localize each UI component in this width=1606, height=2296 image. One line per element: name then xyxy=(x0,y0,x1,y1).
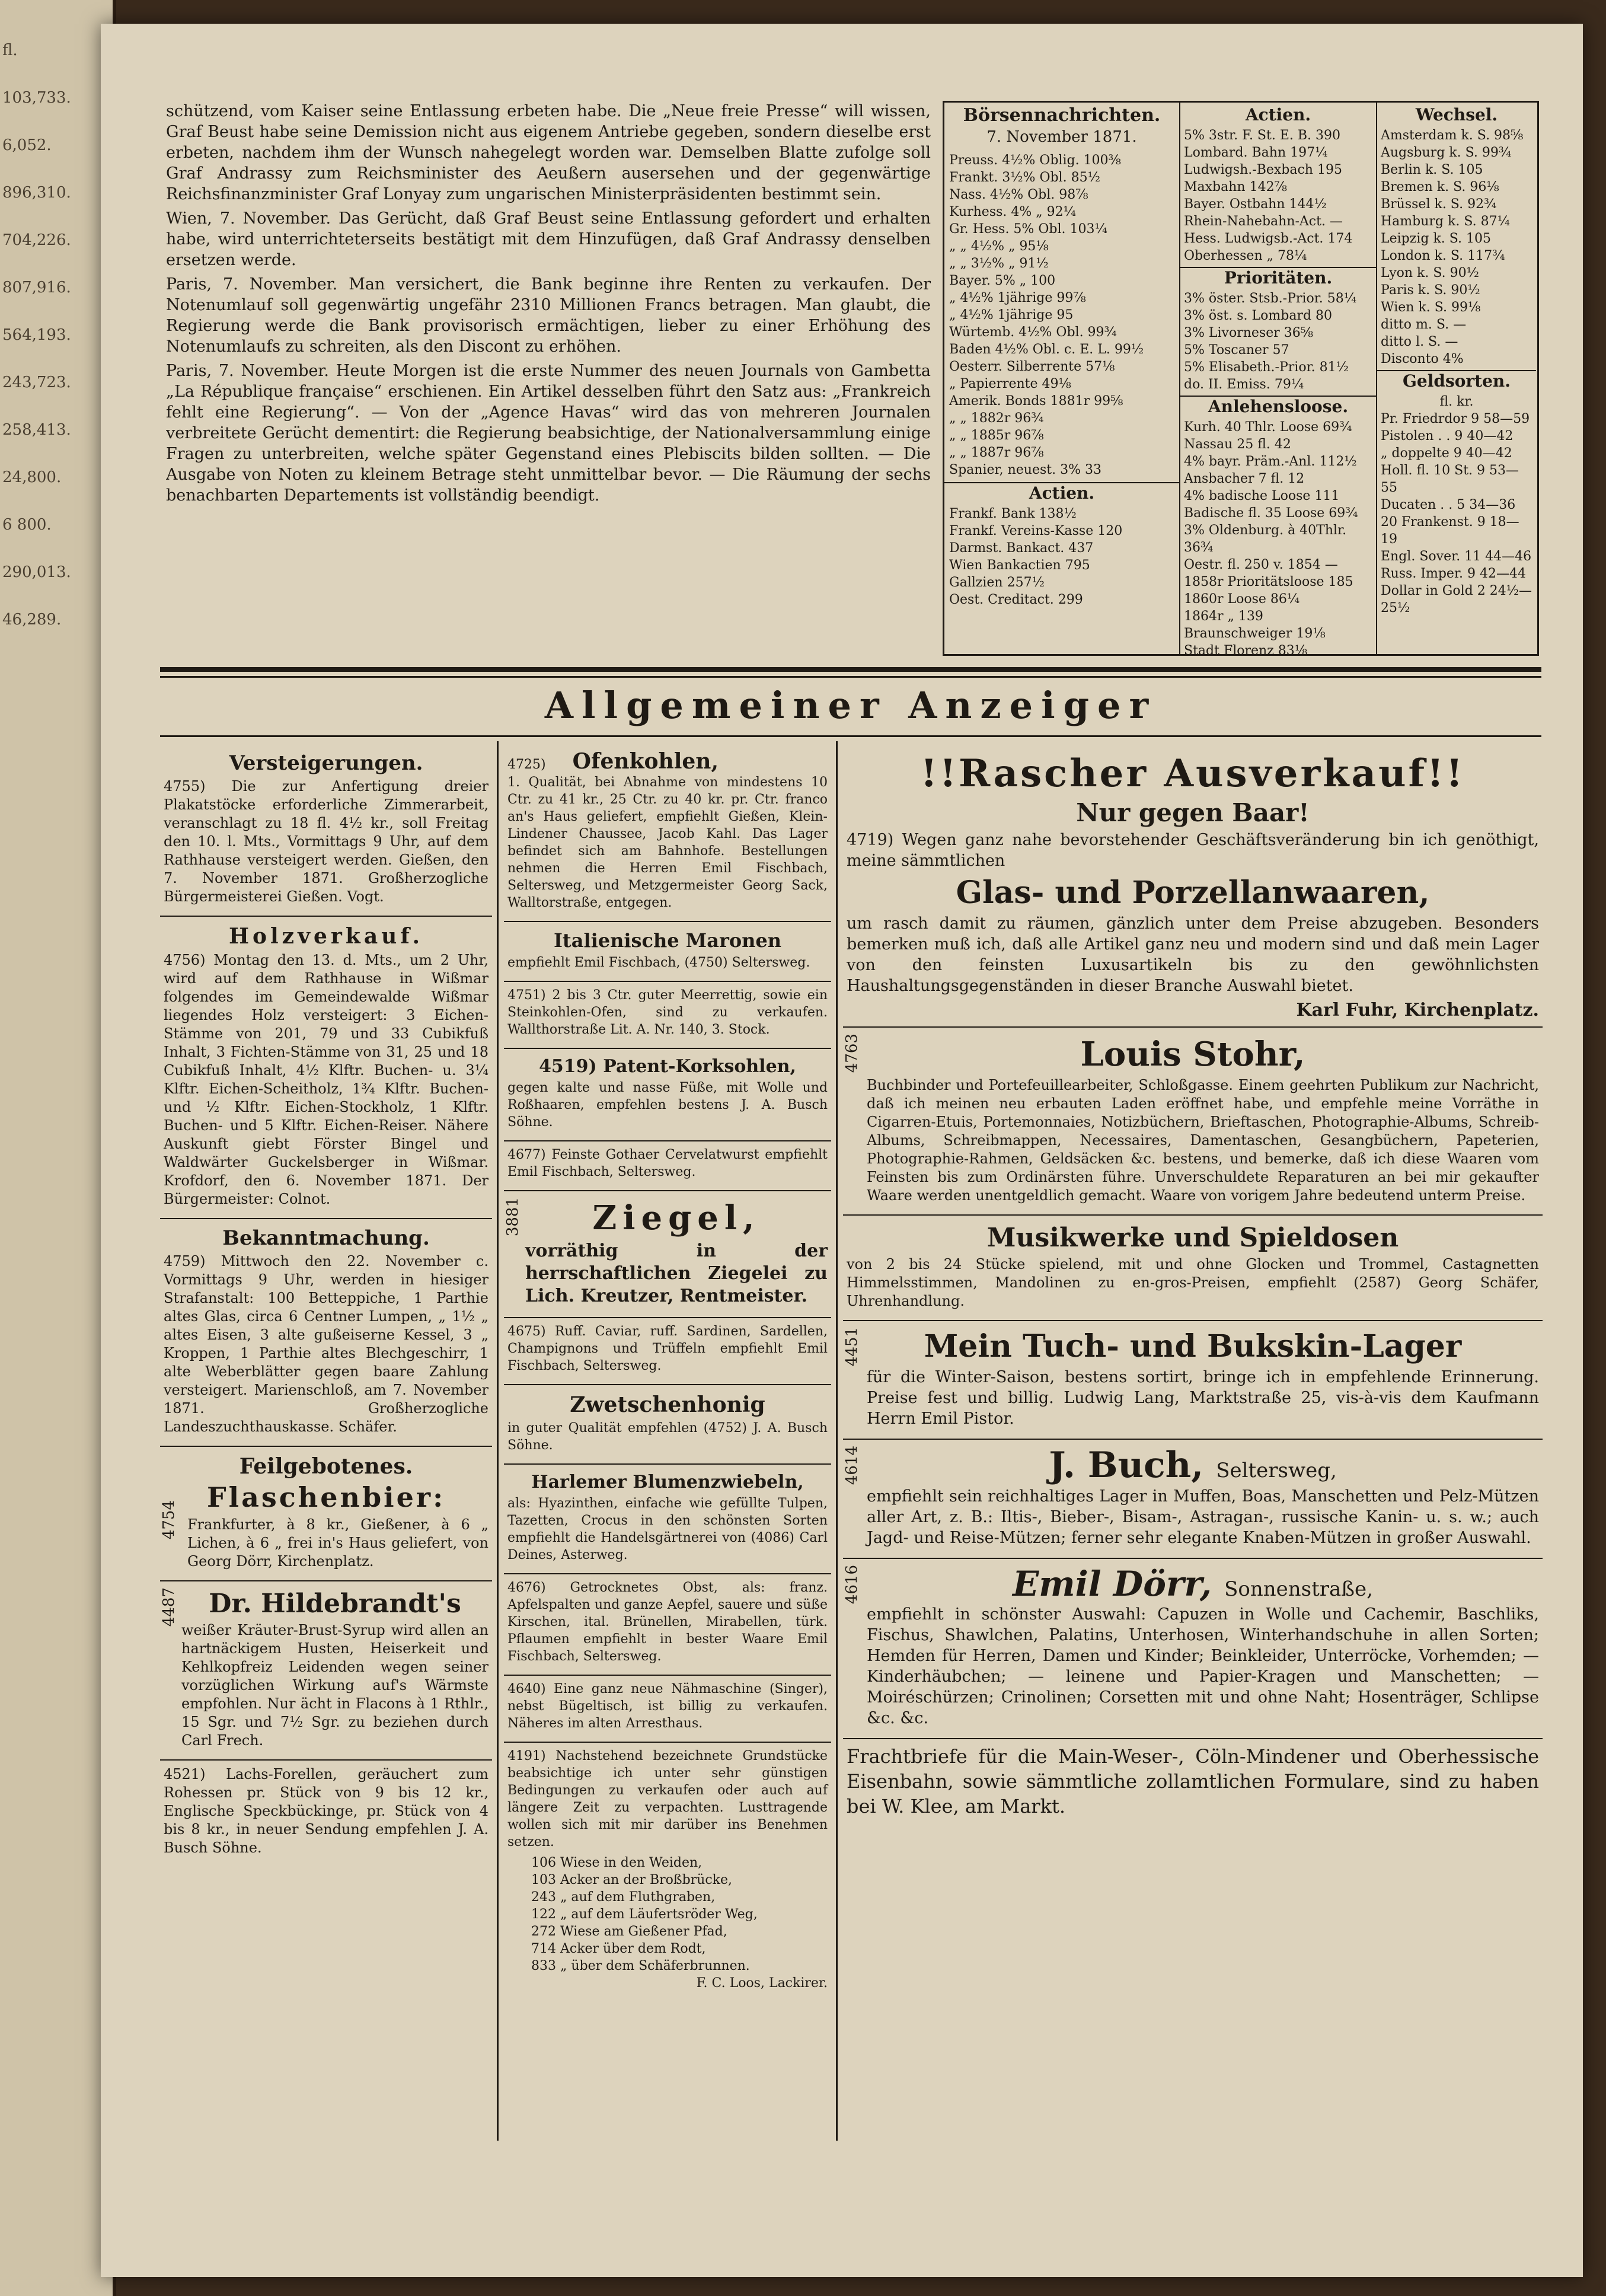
geld-row: Russ. Imper. 9 42—44 xyxy=(1381,566,1527,581)
actien-row: Rhein-Nahebahn-Act. — xyxy=(1184,214,1343,229)
prev-page-fragment: 243,723. xyxy=(2,374,71,391)
bond-row: Spanier, neuest. 3% 33 xyxy=(949,463,1101,477)
ad-stohr xyxy=(843,1028,1543,1216)
actien-row: Wien Bankactien 795 xyxy=(949,558,1090,573)
ad-buch xyxy=(843,1440,1543,1559)
prev-page-fragment: 704,226. xyxy=(2,231,71,249)
ad-heading: Bekanntmachung. xyxy=(222,1226,430,1250)
geld-row: Holl. fl. 10 St. 9 53—55 xyxy=(1381,463,1519,495)
ad-versteigerungen xyxy=(160,744,492,917)
geld-row: Ducaten . . 5 34—36 xyxy=(1381,498,1516,512)
plot-row: 106 Wiese in den Weiden, xyxy=(531,1855,703,1870)
geld-row: Dollar in Gold 2 24½—25½ xyxy=(1381,583,1532,616)
ad-text: als: Hyazinthen, einfache wie gefüllte Tulpen, Tazetten, Crocus in den schönsten Sorten empfiehlt die Handelsgärtnerei von (4086) Carl Deines, Asterweg. xyxy=(507,1496,828,1562)
ad-tuchlager xyxy=(843,1321,1543,1440)
ad-text: 4759) Mittwoch den 22. November c. Vormittags 9 Uhr, werden in hiesiger Strafanstalt: 100 Betteppiche, 1 Parthie altes Glas, circa 6 Centner Lumpen, „ 1½ „ altes Eisen, 3 alte gußeiserne Kessel, 3 „ Kroppen, 1 Parthie altes Blechgeschirr, 1 alte Weberblätter gegen baare Zahlung versteigert. Marienschloß, am 7. November 1871. Großherzogliche Landeszuchthauskasse. Schäfer. xyxy=(164,1253,488,1435)
ad-number: 4487 xyxy=(160,1587,178,1627)
bond-row: Baden 4½% Obl. c. E. L. 99½ xyxy=(949,342,1144,357)
ad-korksohlen xyxy=(504,1049,831,1141)
geld-row: 20 Frankenst. 9 18—19 xyxy=(1381,515,1519,547)
ad-doerr xyxy=(843,1559,1543,1739)
actien-row: Oberhessen „ 78¼ xyxy=(1184,248,1307,263)
actien-list xyxy=(944,505,1179,608)
anl-title: Anlehensloose. xyxy=(1180,396,1376,416)
anl-row: Stadt Florenz 83⅛ xyxy=(1184,643,1308,656)
wechsel-title: Wechsel. xyxy=(1415,105,1498,125)
actien-row: 5% 3str. F. St. E. B. 390 xyxy=(1184,128,1341,143)
ad-heading: 4519) Patent-Korksohlen, xyxy=(539,1056,796,1077)
middle-ad-column xyxy=(504,744,831,2144)
ad-text: 4677) Feinste Gothaer Cervelatwurst empfiehlt Emil Fischbach, Seltersweg. xyxy=(507,1147,828,1179)
ad-text: Frankfurter, à 8 kr., Gießener, à 6 „ Lichen, à 6 „ frei in's Haus geliefert, von Georg Dörr, Kirchenplatz. xyxy=(187,1516,488,1570)
prev-page-fragment: 6,052. xyxy=(2,136,52,154)
col-divider xyxy=(497,741,499,2141)
news-paragraph: schützend, vom Kaiser seine Entlassung erbeten habe. Die „Neue freie Presse“ will wissen, Graf Beust habe seine Demission nicht aus eigenem Antriebe gegeben, sondern dieselbe erst erbeten, nachdem ihm der Wunsch nahegelegt worden war. Demselben Blatte zufolge soll Graf Andrassy zum Reichsminister des Aeußern ausersehen und der gegenwärtige Reichsfinanzminister Graf Lonyay zum ungarischen Ministerpräsidenten bestimmt sein. xyxy=(166,102,931,203)
ad-text: 4521) Lachs-Forellen, geräuchert zum Rohessen pr. Stück von 9 bis 12 kr., Englische Speckbückinge, pr. Stück von 4 bis 8 kr., in neuer Sendung empfehlen J. A. Busch Söhne. xyxy=(164,1766,488,1856)
geld-row: Engl. Sover. 11 44—46 xyxy=(1381,549,1532,564)
ad-grundstuecke xyxy=(504,1743,831,1998)
ad-text: 4751) 2 bis 3 Ctr. guter Meerrettig, sowie ein Steinkohlen-Ofen, sind zu verkaufen. Wallthorstraße Lit. A. Nr. 140, 3. Stock. xyxy=(507,988,828,1037)
ad-holzverkauf xyxy=(160,917,492,1219)
plot-row: 272 Wiese am Gießener Pfad, xyxy=(531,1924,727,1939)
bond-row: Kurhess. 4% „ 92¼ xyxy=(949,205,1076,219)
anl-row: Braunschweiger 19⅛ xyxy=(1184,626,1326,641)
bond-row: Bayer. 5% „ 100 xyxy=(949,273,1056,288)
prio-row: 3% öst. s. Lombard 80 xyxy=(1184,308,1333,323)
ad-heading: Ziegel, xyxy=(592,1198,761,1238)
ad-zwetschenhonig xyxy=(504,1385,831,1465)
ad-text: von 2 bis 24 Stücke spielend, mit und ohne Glocken und Trommel, Castagnetten Himmelsstimmen, Mandolinen zu en-gros-Preisen, empfiehlt (2587) Georg Schäfer, Uhrenhandlung. xyxy=(847,1256,1539,1309)
ad-heading: Harlemer Blumenzwiebeln, xyxy=(531,1472,804,1493)
actien2-list xyxy=(1180,127,1376,264)
ad-signature: F. C. Loos, Lackirer. xyxy=(696,1976,828,1991)
ad-heading: Mein Tuch- und Bukskin-Lager xyxy=(924,1328,1462,1364)
bond-row: Oesterr. Silberrente 57⅛ xyxy=(949,359,1115,374)
wechsel-row: Paris k. S. 90½ xyxy=(1381,283,1480,298)
ad-ziegel xyxy=(504,1191,831,1318)
bond-row: „ „ 1882r 96¾ xyxy=(949,411,1044,426)
actien-title: Actien. xyxy=(944,482,1179,503)
ad-text: empfiehlt Emil Fischbach, (4750) Seltersweg. xyxy=(507,955,810,970)
wechsel-row: Augsburg k. S. 99¾ xyxy=(1381,145,1512,160)
ad-text: in guter Qualität empfehlen (4752) J. A. Busch Söhne. xyxy=(507,1421,828,1453)
ad-text: für die Winter-Saison, bestens sortirt, bringe ich in empfehlende Erinnerung. Preise fest und billig. Ludwig Lang, Marktstraße 25, vis-à-vis dem Kaufmann Herrn Emil Pistor. xyxy=(867,1368,1539,1428)
geld-row: Pr. Friedrdor 9 58—59 xyxy=(1381,412,1530,426)
ad-heading: Feilgebotenes. xyxy=(239,1454,413,1479)
news-column xyxy=(166,101,931,605)
ad-text: Frachtbriefe für die Main-Weser-, Cöln-Mindener und Oberhessische Eisenbahn, sowie sämmtliche zollamtlichen Formulare, sind zu haben bei W. Klee, am Markt. xyxy=(847,1745,1539,1817)
ad-musikwerke xyxy=(843,1216,1543,1321)
ad-heading: Zwetschenhonig xyxy=(570,1392,765,1417)
ad-heading: Flaschenbier: xyxy=(206,1481,446,1513)
actien-row: Lombard. Bahn 197¼ xyxy=(1184,145,1328,160)
ad-heading: Louis Stohr, xyxy=(1080,1035,1305,1074)
wechsel-row: Wien k. S. 99⅛ xyxy=(1381,300,1481,315)
ad-naehmaschine xyxy=(504,1676,831,1743)
geld-row: „ doppelte 9 40—42 xyxy=(1381,446,1512,461)
banner-rule xyxy=(160,735,1541,737)
prev-page-fragment: 103,733. xyxy=(2,89,71,107)
plot-row: 833 „ über dem Schäferbrunnen. xyxy=(531,1959,750,1973)
news-paragraph: Paris, 7. November. Man versichert, die Bank beginne ihre Renten zu verkaufen. Der Notenumlauf soll gegenwärtig ungefähr 2310 Millionen Francs betragen. Man glaubt, die Regierung werde die Bank provisorisch ermächtigen, lieber zu einer Erhöhung des Notenumlaufs zu schreiten, als den Discont zu erhöhen. xyxy=(166,275,931,356)
anl-list xyxy=(1180,419,1376,656)
bond-row: „ 4½% 1jährige 95 xyxy=(949,308,1074,323)
prev-page-fragment: 46,289. xyxy=(2,611,62,629)
geld-title: Geldsorten. xyxy=(1377,370,1536,391)
actien2-title: Actien. xyxy=(1245,105,1311,125)
ad-text: um rasch damit zu räumen, gänzlich unter dem Preise abzugeben. Besonders bemerken muß ich, daß alle Artikel ganz neu und modern sind und daß mein Lager von den feinsten Luxusartikeln bis zu den gewöhnlichsten Haushaltungsgegenständen in dieser Branche Auswahl bietet. xyxy=(847,914,1539,995)
geld-sub: fl. kr. xyxy=(1439,394,1474,409)
ad-ausverkauf xyxy=(843,744,1543,1028)
prio-row: 5% Toscaner 57 xyxy=(1184,343,1289,358)
wechsel-row: Amsterdam k. S. 98⅝ xyxy=(1381,128,1524,143)
ad-text: 4640) Eine ganz neue Nähmaschine (Singer), nebst Bügeltisch, ist billig zu verkaufen. Näheres im alten Arresthaus. xyxy=(507,1682,828,1731)
ad-heading: Ofenkohlen, xyxy=(572,749,719,774)
news-paragraph: Paris, 7. November. Heute Morgen ist die erste Nummer des neuen Journals von Gambetta „La République française“ erschienen. Ein Artikel desselben führt den Satz aus: „Frankreich fehlt eine Regierung“. — Von der „Agence Havas“ wird das von mehreren Journalen verbreitete Gerücht dementirt: die Regierung beabsichtige, der Nationalversammlung einige Fragen zu unterbreiten, welche später Gegenstand eines Plebiscits bilden sollten. — Die Ausgabe von Noten zu kleinem Betrage steht unmittelbar bevor. — Die Räumung der sechs benachbarten Departements ist vollständig beendigt. xyxy=(166,362,931,505)
anl-row: 3% Oldenburg. à 40Thlr. 36¾ xyxy=(1184,523,1347,555)
bond-row: „ 4½% 1jährige 99⅞ xyxy=(949,291,1086,305)
ad-hildebrandt xyxy=(160,1581,492,1761)
ad-caviar xyxy=(504,1318,831,1385)
bond-row: Gr. Hess. 5% Obl. 103¼ xyxy=(949,222,1107,237)
wechsel-row: Bremen k. S. 96⅛ xyxy=(1381,180,1499,194)
bond-row: Würtemb. 4½% Obl. 99¾ xyxy=(949,325,1117,340)
anzeiger-title: Allgemeiner Anzeiger xyxy=(544,684,1157,727)
wechsel-row: Brüssel k. S. 92¾ xyxy=(1381,197,1497,212)
ad-heading: Emil Dörr, xyxy=(1013,1564,1212,1604)
plot-row: 122 „ auf dem Läufertsröder Weg, xyxy=(531,1907,758,1922)
ad-heading: Glas- und Porzellanwaaren, xyxy=(956,875,1430,911)
geld-list xyxy=(1377,410,1536,617)
wechsel-row: London k. S. 117¾ xyxy=(1381,248,1505,263)
prev-page-fragment: fl. xyxy=(2,42,18,59)
top-rule xyxy=(160,667,1541,672)
wechsel-row: Lyon k. S. 90½ xyxy=(1381,266,1479,280)
prev-page-fragment: 24,800. xyxy=(2,468,62,486)
wechsel-row: ditto l. S. — xyxy=(1381,334,1458,349)
prev-page-fragment: 896,310. xyxy=(2,184,71,202)
ad-number: 3881 xyxy=(504,1197,522,1237)
ad-heading: Holzverkauf. xyxy=(228,924,424,949)
ad-heading: Musikwerke und Spieldosen xyxy=(986,1223,1399,1253)
ad-cervelat xyxy=(504,1141,831,1191)
prio-row: 5% Elisabeth.-Prior. 81½ xyxy=(1184,360,1349,375)
plot-list xyxy=(507,1854,828,1975)
ad-ofenkohlen xyxy=(504,744,831,922)
ad-heading: Versteigerungen. xyxy=(229,751,423,775)
ad-text: 4675) Ruff. Caviar, ruff. Sardinen, Sardellen, Champignons und Trüffeln empfiehlt Emil Fischbach, Seltersweg. xyxy=(507,1324,828,1373)
ad-meerrettig xyxy=(504,982,831,1049)
prio-row: do. II. Emiss. 79¼ xyxy=(1184,377,1304,392)
actien-row: Ludwigsh.-Bexbach 195 xyxy=(1184,162,1342,177)
newspaper-page xyxy=(101,24,1583,2277)
ad-number: 4754 xyxy=(160,1500,178,1540)
actien-row: Maxbahn 142⅞ xyxy=(1184,180,1287,194)
ad-maronen xyxy=(504,922,831,982)
anl-row: 1858r Prioritätsloose 185 xyxy=(1184,575,1353,589)
prio-row: 3% öster. Stsb.-Prior. 58¼ xyxy=(1184,291,1357,306)
col-divider xyxy=(836,741,838,2141)
anl-row: 4% bayr. Präm.-Anl. 112½ xyxy=(1184,454,1357,469)
actien-row: Oest. Creditact. 299 xyxy=(949,592,1083,607)
prev-page-fragment: 564,193. xyxy=(2,326,71,344)
previous-page-edge xyxy=(0,0,116,2296)
actien-row: Gallzien 257½ xyxy=(949,575,1045,590)
ad-text: Buchbinder und Portefeuillearbeiter, Schloßgasse. Einem geehrten Publikum zur Nachricht, daß ich meinen neu erbauten Laden eröffnet habe, und empfehle meine Vorräthe in Cigarren-Etuis, Portemonnaies, Notizbüchern, Brieftaschen, Photographie-Albums, Schreib-Albums, Schreibmappen, Necessaires, Damentaschen, Gesangbüchern, Papeterien, Photographie-Rahmen, Geldsäcken &c. bestens, und bemerke, daß ich diese Waaren vom Feinsten bis zum Ordinärsten führe. Unverschuldete Reparaturen an bei mir gekaufter Waare werden unentgeldlich gemacht. Waare von vorigem Jahre bedeutend unterm Preise. xyxy=(867,1077,1539,1204)
prev-page-fragment: 258,413. xyxy=(2,421,71,439)
bond-list xyxy=(944,152,1179,479)
wechsel-row: Leipzig k. S. 105 xyxy=(1381,231,1492,246)
ad-flaschenbier xyxy=(160,1447,492,1581)
bond-row: „ „ 3½% „ 91½ xyxy=(949,256,1049,271)
ad-blumenzwiebeln xyxy=(504,1465,831,1574)
prev-page-fragment: 6 800. xyxy=(2,516,52,534)
boerse-title: Börsennachrichten. xyxy=(963,105,1161,126)
right-ad-column xyxy=(843,744,1543,2144)
prev-page-fragment: 290,013. xyxy=(2,563,71,581)
ad-text: gegen kalte und nasse Füße, mit Wolle und Roßhaaren, empfehlen bestens J. A. Busch Söhne. xyxy=(507,1080,828,1130)
ad-text: 4676) Getrocknetes Obst, als: franz. Apfelspalten und ganze Aepfel, sauere und süße Kirschen, ital. Brünellen, Mirabellen, türk. Pflaumen empfiehlt in bester Waare Emil Fischbach, Seltersweg. xyxy=(507,1580,828,1664)
anl-row: 1860r Loose 86¼ xyxy=(1184,592,1300,607)
left-ad-column xyxy=(160,744,492,2144)
wechsel-row: Hamburg k. S. 87¼ xyxy=(1381,214,1510,229)
ad-lachs xyxy=(160,1761,492,1867)
prev-page-fragment: 807,916. xyxy=(2,279,71,296)
ad-obst xyxy=(504,1574,831,1676)
bond-row: Frankt. 3½% Obl. 85½ xyxy=(949,170,1100,185)
prio-title: Prioritäten. xyxy=(1180,267,1376,288)
ad-heading: Italienische Maronen xyxy=(553,929,782,952)
ad-text: 4191) Nachstehend bezeichnete Grundstücke beabsichtige ich unter sehr günstigen Bedingungen zu verkaufen oder auch auf längere Zeit zu verpachten. Lusttragende wollen sich mit mir darüber ins Benehmen setzen. xyxy=(507,1749,828,1849)
wechsel-row: Berlin k. S. 105 xyxy=(1381,162,1483,177)
ad-number: 4763 xyxy=(843,1034,861,1073)
anl-row: Oestr. fl. 250 v. 1854 — xyxy=(1184,557,1338,572)
plot-row: 714 Acker über dem Rodt, xyxy=(531,1941,706,1956)
plot-row: 103 Acker an der Broßbrücke, xyxy=(531,1873,733,1887)
actien-row: Bayer. Ostbahn 144½ xyxy=(1184,197,1327,212)
wechsel-row: Disconto 4% xyxy=(1381,352,1464,366)
ad-text: vorräthig in der herrschaftlichen Ziegelei zu Lich. Kreutzer, Rentmeister. xyxy=(525,1241,828,1306)
actien-row: Darmst. Bankact. 437 xyxy=(949,541,1094,556)
anl-row: Kurh. 40 Thlr. Loose 69¾ xyxy=(1184,420,1352,435)
anl-row: Ansbacher 7 fl. 12 xyxy=(1184,471,1305,486)
ad-text: 4756) Montag den 13. d. Mts., um 2 Uhr, wird auf dem Rathhause in Wißmar folgendes im Gemeindewalde Wißmar liegendes Holz versteigert: 3 Eichen-Stämme von 201, 79 und 33 Cubikfuß Inhalt, 3 Fichten-Stämme von 31, 25 und 18 Cubikfuß Inhalt, 4½ Klftr. Buchen- u. 3¼ Klftr. Eichen-Scheitholz, 1¾ Klftr. Buchen- und ½ Klftr. Eichen-Stockholz, 1 Klftr. Buchen- und 5 Klftr. Eichen-Reiser. Nähere Auskunft giebt Förster Bingel und Waldwärter Guckelsberger in Wißmar. Krofdorf, den 6. November 1871. Der Bürgermeister: Colnot. xyxy=(164,952,488,1207)
boerse-col-1 xyxy=(944,103,1180,654)
geld-row: Pistolen . . 9 40—42 xyxy=(1381,429,1514,444)
bond-row: „ „ 1887r 96⅞ xyxy=(949,445,1044,460)
bond-row: Preuss. 4½% Oblig. 100⅜ xyxy=(949,153,1121,168)
ad-subheading: Seltersweg, xyxy=(1216,1459,1337,1482)
ad-bekanntmachung xyxy=(160,1219,492,1447)
ad-text: 1. Qualität, bei Abnahme von mindestens 10 Ctr. zu 41 kr., 25 Ctr. zu 40 kr. pr. Ctr. franco an's Haus geliefert, empfiehlt Gießen, Klein-Lindener Chaussee, Jacob Kahl. Das Lager befindet sich am Bahnhofe. Bestellungen nehmen die Herren Emil Fischbach, Seltersweg, und Metzgermeister Georg Sack, Walltorstraße, entgegen. xyxy=(507,775,828,910)
boerse-col-3 xyxy=(1377,103,1536,654)
actien-row: Hess. Ludwigsb.-Act. 174 xyxy=(1184,231,1353,246)
ad-number: 4451 xyxy=(843,1327,861,1367)
bond-row: „ „ 4½% „ 95⅛ xyxy=(949,239,1049,254)
actien-row: Frankf. Vereins-Kasse 120 xyxy=(949,524,1123,538)
ad-text: weißer Kräuter-Brust-Syrup wird allen an hartnäckigem Husten, Heiserkeit und Kehlkopfreiz Leidenden wegen seiner vorzüglichen Wirkung auf's Wärmste empfohlen. Nur ächt in Flacons à 1 Rthlr., 15 Sgr. und 7½ Sgr. zu beziehen durch Carl Frech. xyxy=(181,1622,488,1749)
ad-text: empfiehlt sein reichhaltiges Lager in Muffen, Boas, Manschetten und Pelz-Mützen aller Art, z. B.: Iltis-, Bieber-, Bisam-, Astragan-, russische Kanin- u. s. w.; auch Jagd- und Reise-Mützen; ferner sehr elegante Knaben-Mützen in großer Auswahl. xyxy=(867,1487,1539,1547)
ad-subheading: Sonnenstraße, xyxy=(1224,1577,1373,1601)
prio-list xyxy=(1180,290,1376,393)
wechsel-list xyxy=(1377,127,1536,368)
wechsel-row: ditto m. S. — xyxy=(1381,317,1467,332)
ad-heading: !!Rascher Ausverkauf!! xyxy=(920,751,1465,796)
bond-row: „ „ 1885r 96⅞ xyxy=(949,428,1044,443)
top-rule-thin xyxy=(160,676,1541,678)
ad-heading: J. Buch, xyxy=(1049,1444,1204,1486)
ad-text: 4755) Die zur Anfertigung dreier Plakatstöcke erforderliche Zimmerarbeit, veranschlagt zu 18 fl. 4½ kr., soll Freitag den 10. l. Mts., Vormittags 9 Uhr, auf dem Rathhause versteigert werden. Gießen, den 7. November 1871. Großherzogliche Bürgermeisterei Gießen. Vogt. xyxy=(164,778,488,905)
anl-row: Nassau 25 fl. 42 xyxy=(1184,437,1291,452)
stock-exchange-box xyxy=(943,101,1539,656)
ad-frachtbriefe xyxy=(843,1739,1543,1828)
ad-text: empfiehlt in schönster Auswahl: Capuzen in Wolle und Cachemir, Baschliks, Fischus, Shawlchen, Palatins, Unterhosen, Winterhandschuhe in allen Sorten; Hemden für Herren, Damen und Kinder; Beinkleider, Unterröcke, Vorhemden; — Kinderhäubchen; — leinene und Papier-Kragen und Manschetten; — Moiréschürzen; Crinolinen; Corsetten mit und ohne Naht; Hosenträger, Schlipse &c. &c. xyxy=(867,1605,1539,1727)
actien-row: Frankf. Bank 138½ xyxy=(949,506,1077,521)
boerse-date: 7. November 1871. xyxy=(986,128,1137,146)
ad-number: 4725) xyxy=(507,757,546,772)
ad-heading: Dr. Hildebrandt's xyxy=(209,1589,461,1619)
plot-row: 243 „ auf dem Fluthgraben, xyxy=(531,1890,716,1905)
anl-row: 1864r „ 139 xyxy=(1184,609,1263,624)
news-paragraph: Wien, 7. November. Das Gerücht, daß Graf Beust seine Entlassung gefordert und erhalten habe, wird unterrichteterseits bestätigt mit dem Hinzufügen, daß Graf Andrassy denselben ersetzen werde. xyxy=(166,209,931,269)
ad-number: 4614 xyxy=(843,1446,861,1485)
ad-subheading: Nur gegen Baar! xyxy=(1076,798,1310,827)
ad-text: 4719) Wegen ganz nahe bevorstehender Geschäftsveränderung bin ich genöthigt, meine sämmtlichen xyxy=(847,831,1539,870)
boerse-col-2 xyxy=(1180,103,1377,654)
prio-row: 3% Livorneser 36⅝ xyxy=(1184,326,1314,340)
bond-row: Amerik. Bonds 1881r 99⅝ xyxy=(949,394,1123,409)
anl-row: 4% badische Loose 111 xyxy=(1184,489,1340,503)
ad-number: 4616 xyxy=(843,1565,861,1605)
bond-row: „ Papierrente 49⅛ xyxy=(949,377,1071,391)
bond-row: Nass. 4½% Obl. 98⅞ xyxy=(949,187,1088,202)
anl-row: Badische fl. 35 Loose 69¾ xyxy=(1184,506,1358,521)
ad-signature: Karl Fuhr, Kirchenplatz. xyxy=(1296,1000,1539,1021)
